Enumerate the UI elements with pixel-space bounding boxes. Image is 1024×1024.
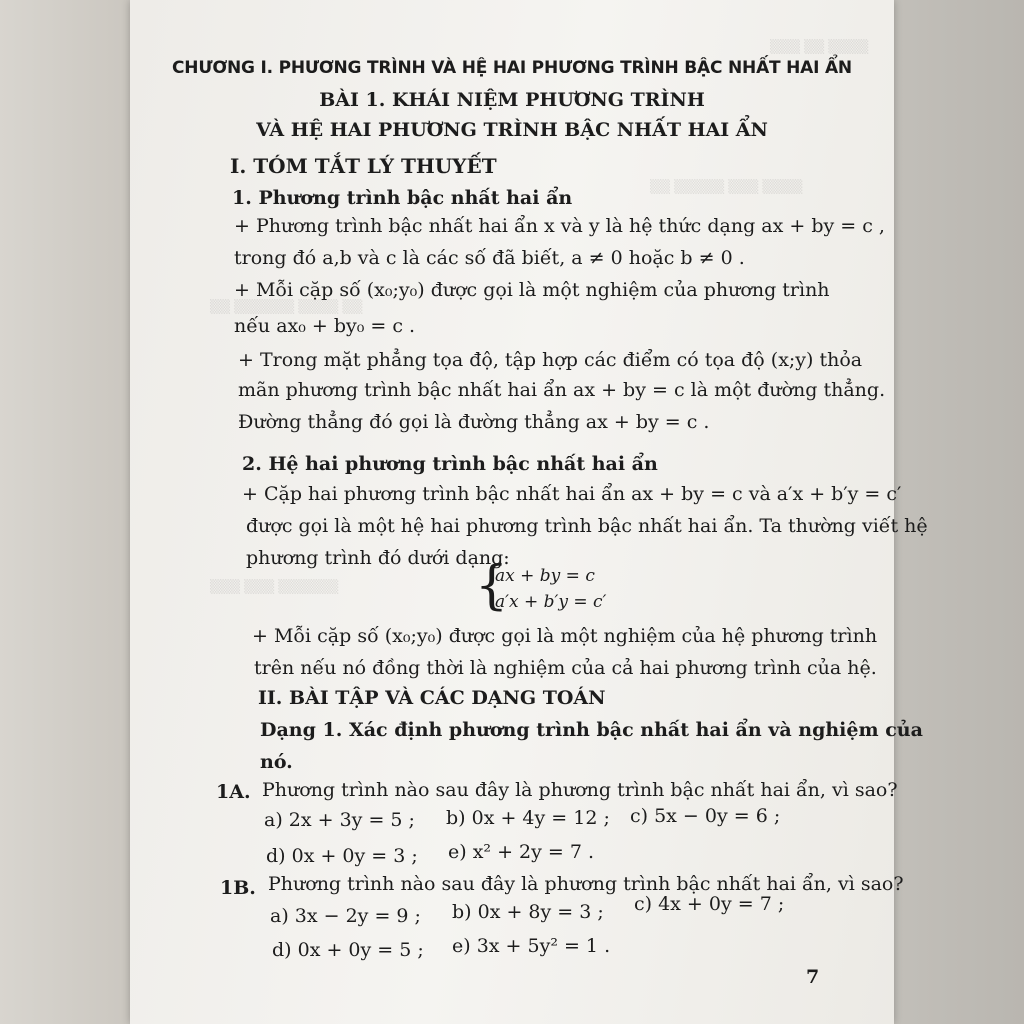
bleed-through-text: ▒▒▒ ▒▒▒ ▒▒▒▒▒▒ <box>210 580 339 595</box>
lesson-title-line2: VÀ HỆ HAI PHƯƠNG TRÌNH BẬC NHẤT HAI ẨN <box>256 119 768 141</box>
paragraph-line: + Phương trình bậc nhất hai ẩn x và y là hệ thức dạng ax + by = c , <box>234 215 885 237</box>
problem-type-heading: nó. <box>260 751 293 773</box>
exercise-option: d) 0x + 0y = 5 ; <box>272 939 424 961</box>
exercise-label: 1B. <box>220 877 256 899</box>
exercise-question: Phương trình nào sau đây là phương trình bậc nhất hai ẩn, vì sao? <box>262 779 898 801</box>
lesson-title-line1: BÀI 1. KHÁI NIỆM PHƯƠNG TRÌNH <box>319 89 705 111</box>
exercise-option: b) 0x + 4y = 12 ; <box>446 807 610 829</box>
system-equation-1: ax + by = c <box>495 566 595 586</box>
exercise-option: a) 3x − 2y = 9 ; <box>270 905 421 927</box>
paragraph-line: mãn phương trình bậc nhất hai ẩn ax + by = c là một đường thẳng. <box>238 379 886 401</box>
exercise-option: e) x² + 2y = 7 . <box>448 841 595 863</box>
paragraph-line: được gọi là một hệ hai phương trình bậc nhất hai ẩn. Ta thường viết hệ <box>246 515 928 537</box>
exercise-label: 1A. <box>216 781 251 803</box>
paragraph-line: trên nếu nó đồng thời là nghiệm của cả hai phương trình của hệ. <box>254 657 877 679</box>
book-page <box>130 0 928 1024</box>
exercise-option: c) 4x + 0y = 7 ; <box>634 893 785 915</box>
paragraph-line: + Mỗi cặp số (x₀;y₀) được gọi là một nghiệm của hệ phương trình <box>252 625 878 647</box>
exercise-option: b) 0x + 8y = 3 ; <box>452 901 604 923</box>
paragraph-line: phương trình đó dưới dạng: <box>246 547 510 569</box>
paragraph-line: Đường thẳng đó gọi là đường thẳng ax + by = c . <box>238 411 710 433</box>
page-number: 7 <box>806 966 820 988</box>
exercise-option: a) 2x + 3y = 5 ; <box>264 809 415 831</box>
right-background <box>894 0 1024 1024</box>
problem-type-heading: Dạng 1. Xác định phương trình bậc nhất hai ẩn và nghiệm của <box>260 719 923 741</box>
paragraph-line: + Mỗi cặp số (x₀;y₀) được gọi là một nghiệm của phương trình <box>234 279 830 301</box>
left-background <box>0 0 130 1024</box>
exercise-option: e) 3x + 5y² = 1 . <box>452 935 611 957</box>
bleed-through-text: ▒▒ ▒▒▒▒▒ ▒▒▒ ▒▒▒▒ <box>650 180 803 195</box>
exercise-option: c) 5x − 0y = 6 ; <box>630 805 781 827</box>
chapter-title: CHƯƠNG I. PHƯƠNG TRÌNH VÀ HỆ HAI PHƯƠNG TRÌNH BẬC NHẤT HAI ẨN <box>172 58 852 78</box>
subsection-heading: 2. Hệ hai phương trình bậc nhất hai ẩn <box>242 453 658 475</box>
system-equation-2: a′x + b′y = c′ <box>495 592 607 612</box>
exercise-question: Phương trình nào sau đây là phương trình bậc nhất hai ẩn, vì sao? <box>268 873 904 895</box>
paragraph-line: trong đó a,b và c là các số đã biết, a ≠ 0 hoặc b ≠ 0 . <box>234 247 745 269</box>
paragraph-line: nếu ax₀ + by₀ = c . <box>234 315 416 337</box>
section-heading: I. TÓM TẮT LÝ THUYẾT <box>230 154 497 178</box>
paragraph-line: + Trong mặt phẳng tọa độ, tập hợp các điểm có tọa độ (x;y) thỏa <box>238 349 863 371</box>
section-heading: II. BÀI TẬP VÀ CÁC DẠNG TOÁN <box>258 687 606 709</box>
exercise-option: d) 0x + 0y = 3 ; <box>266 845 418 867</box>
paragraph-line: + Cặp hai phương trình bậc nhất hai ẩn ax + by = c và a′x + b′y = c′ <box>242 483 902 505</box>
left-brace-icon: { <box>475 556 509 616</box>
bleed-through-text: ▒▒▒ ▒▒ ▒▒▒▒ <box>770 40 869 55</box>
bleed-through-text: ▒▒ ▒▒▒▒▒▒ ▒▒▒▒ ▒▒ <box>210 300 363 315</box>
subsection-heading: 1. Phương trình bậc nhất hai ẩn <box>232 187 573 209</box>
